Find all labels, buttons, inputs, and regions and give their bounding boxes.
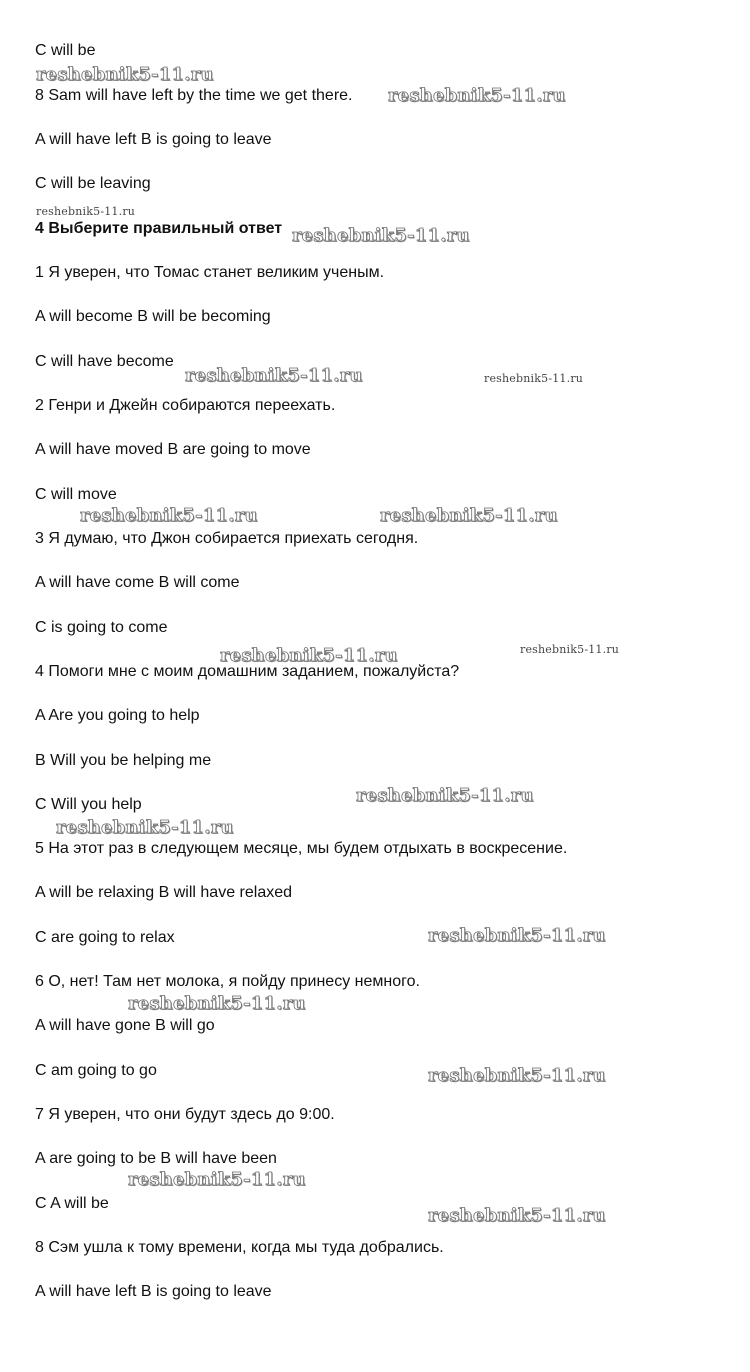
question-line: 8 Sam will have left by the time we get there. (35, 87, 353, 104)
watermark: reshebnik5-11.ru (36, 205, 136, 218)
answer-line: A will have left B is going to leave (35, 131, 272, 148)
question-line: 5 На этот раз в следующем месяце, мы будем отдыхать в воскресение. (35, 840, 568, 857)
question-line: 2 Генри и Джейн собираются переехать. (35, 397, 336, 414)
answer-line: C is going to come (35, 619, 168, 636)
text-line: C will be (35, 42, 96, 59)
answer-line: C are going to relax (35, 929, 175, 946)
watermark: reshebnik5-11.ru (128, 1169, 306, 1190)
watermark: reshebnik5-11.ru (80, 505, 258, 526)
answer-line: C A will be (35, 1195, 109, 1212)
answer-line: C Will you help (35, 796, 142, 813)
watermark: reshebnik5-11.ru (36, 64, 214, 85)
question-line: 6 О, нет! Там нет молока, я пойду принесу немного. (35, 973, 420, 990)
answer-line: A will be relaxing B will have relaxed (35, 884, 293, 901)
answer-line: A are going to be B will have been (35, 1150, 277, 1167)
answer-line: C will be leaving (35, 175, 151, 192)
answer-line: A will have gone B will go (35, 1017, 215, 1034)
watermark: reshebnik5-11.ru (388, 85, 566, 106)
watermark: reshebnik5-11.ru (356, 785, 534, 806)
answer-line: A Are you going to help (35, 707, 200, 724)
answer-line: B Will you be helping me (35, 752, 212, 769)
watermark: reshebnik5-11.ru (484, 372, 584, 385)
watermark: reshebnik5-11.ru (380, 505, 558, 526)
watermark: reshebnik5-11.ru (56, 817, 234, 838)
answer-line: A will become B will be becoming (35, 308, 271, 325)
watermark: reshebnik5-11.ru (428, 1065, 606, 1086)
question-line: 4 Помоги мне с моим домашним заданием, пожалуйста? (35, 663, 460, 680)
answer-line: A will have left B is going to leave (35, 1283, 272, 1300)
question-line: 3 Я думаю, что Джон собирается приехать сегодня. (35, 530, 419, 547)
answer-line: A will have come B will come (35, 574, 240, 591)
answer-line: C am going to go (35, 1062, 157, 1079)
section-heading: 4 Выберите правильный ответ (35, 220, 283, 237)
answer-line: C will have become (35, 353, 174, 370)
watermark: reshebnik5-11.ru (292, 225, 470, 246)
watermark: reshebnik5-11.ru (185, 365, 363, 386)
watermark: reshebnik5-11.ru (428, 925, 606, 946)
answer-line: A will have moved B are going to move (35, 441, 311, 458)
watermark: reshebnik5-11.ru (128, 993, 306, 1014)
answer-line: C will move (35, 486, 117, 503)
watermark: reshebnik5-11.ru (428, 1205, 606, 1226)
watermark: reshebnik5-11.ru (220, 645, 398, 666)
question-line: 1 Я уверен, что Томас станет великим ученым. (35, 264, 385, 281)
question-line: 7 Я уверен, что они будут здесь до 9:00. (35, 1106, 335, 1123)
question-line: 8 Сэм ушла к тому времени, когда мы туда добрались. (35, 1239, 444, 1256)
watermark: reshebnik5-11.ru (520, 643, 620, 656)
